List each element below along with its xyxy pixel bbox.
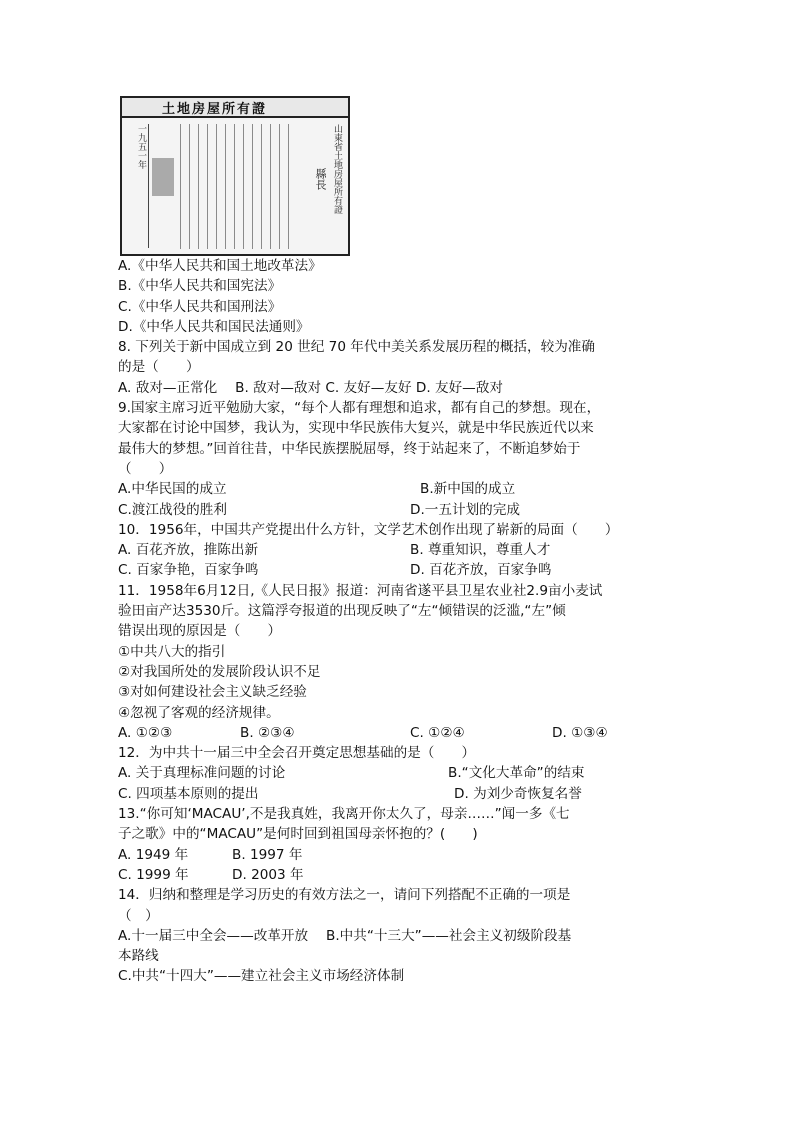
certificate-title-text: 土地房屋所有證 [162, 101, 268, 117]
q8-stem-1: 8. 下列关于新中国成立到 20 世纪 70 年代中美关系发展历程的概括，较为准确 [118, 339, 595, 356]
q9-stem-1: 9.国家主席习近平勉励大家，“每个人都有理想和追求，都有自己的梦想。现在， [118, 400, 601, 417]
q14-stem-2: （ ） [118, 907, 159, 924]
question-14 [118, 885, 678, 986]
question-13 [118, 804, 678, 885]
q11-options [118, 723, 678, 743]
q14-option-ab: A.十一届三中全会——改革开放 B.中共“十三大”——社会主义初级阶段基 [118, 927, 572, 944]
q11-item-1: ①中共八大的指引 [118, 643, 226, 660]
q13-option-b: B. 1997 年 [232, 846, 303, 863]
q10-option-c: C. 百家争艳，百家争鸣 [118, 562, 259, 579]
q7-option-a: A.《中华人民共和国土地改革法》 [118, 258, 322, 274]
q7-option-c: C.《中华人民共和国刑法》 [118, 298, 282, 315]
q11-stem-3: 错误出现的原因是（ ） [118, 623, 282, 640]
certificate-title [122, 98, 348, 118]
q13-option-a: A. 1949 年 [118, 846, 189, 863]
q7-option-d: D.《中华人民共和国民法通则》 [118, 318, 310, 335]
q12-option-c: C. 四项基本原则的提出 [118, 785, 259, 802]
q10-option-d: D. 百花齐放，百家争鸣 [410, 562, 552, 579]
q13-stem-1: 13.“你可知‘MACAU’,不是我真姓，我离开你太久了，母亲……”闻一多《七 [118, 806, 570, 823]
exam-page [118, 96, 678, 987]
q9-options-row-2 [118, 500, 678, 520]
q11-item-3: ③对如何建设社会主义缺乏经验 [118, 684, 307, 701]
q11-stem-1: 11．1958年6月12日,《人民日报》报道：河南省遂平县卫星农业社2.9亩小麦试 [118, 582, 603, 599]
q12-option-b: B.“文化大革命”的结束 [448, 765, 585, 782]
certificate-signature: 縣長 [314, 168, 327, 190]
q13-stem-2: 子之歌》中的“MACAU”是何时回到祖国母亲怀抱的？( ) [118, 826, 478, 843]
q12-stem: 12．为中共十一届三中全会召开奠定思想基础的是（ ） [118, 745, 476, 762]
q10-options-row-1 [118, 540, 678, 560]
q11-item-2: ②对我国所处的发展阶段认识不足 [118, 663, 321, 680]
q9-options-row-1 [118, 479, 678, 499]
q13-option-c: C. 1999 年 [118, 866, 189, 883]
q9-option-d: D.一五计划的完成 [410, 501, 520, 518]
q9-stem-3: 最伟大的梦想。”回首往昔，中华民族摆脱屈辱，终于站起来了，不断追梦始于 [118, 440, 581, 457]
q12-option-d: D. 为刘少奇恢复名誉 [454, 785, 582, 802]
q10-options-row-2 [118, 560, 678, 580]
q12-options-row-2 [118, 784, 678, 804]
q9-stem-2: 大家都在讨论中国梦，我认为，实现中华民族伟大复兴，就是中华民族近代以来 [118, 420, 594, 437]
question-11 [118, 581, 678, 743]
q10-option-a: A. 百花齐放，推陈出新 [118, 542, 259, 559]
certificate-stamp [152, 158, 174, 196]
q14-stem-1: 14．归纳和整理是学习历史的有效方法之一，请问下列搭配不正确的一项是 [118, 887, 571, 904]
certificate-left-text: 一九五一年 [126, 124, 149, 248]
q9-option-c: C.渡江战役的胜利 [118, 501, 227, 518]
q10-option-b: B. 尊重知识，尊重人才 [410, 542, 551, 559]
q11-stem-2: 验田亩产达3530斤。这篇浮夸报道的出现反映了“左“倾错误的泛滥,“左”倾 [118, 603, 566, 620]
q8-options: A. 敌对—正常化 B. 敌对—敌对 C. 友好—友好 D. 友好—敌对 [118, 379, 503, 396]
q12-options-row-1 [118, 763, 678, 783]
q14-option-b-cont: 本路线 [118, 948, 159, 965]
q11-option-d: D. ①③④ [552, 724, 608, 741]
q12-option-a: A. 关于真理标准问题的讨论 [118, 765, 286, 782]
q11-option-a: A. ①②③ [118, 724, 173, 741]
q13-options-row-2 [118, 865, 678, 885]
question-8 [118, 337, 678, 398]
question-7-options [118, 256, 678, 337]
q11-option-b: B. ②③④ [240, 724, 295, 741]
land-certificate-image [120, 96, 350, 256]
q13-options-row-1 [118, 845, 678, 865]
q9-option-a: A.中华民国的成立 [118, 481, 227, 498]
question-9 [118, 398, 678, 520]
q9-option-b: B.新中国的成立 [420, 481, 516, 498]
question-12 [118, 743, 678, 804]
q7-option-b: B.《中华人民共和国宪法》 [118, 278, 282, 295]
question-10 [118, 520, 678, 581]
q11-item-4: ④忽视了客观的经济规律。 [118, 704, 280, 721]
certificate-side-text: 山東省土地房屋所有證 [332, 124, 342, 214]
q10-stem: 10．1956年，中国共产党提出什么方针，文学艺术创作出现了崭新的局面（ ） [118, 521, 619, 538]
q14-option-c: C.中共“十四大”——建立社会主义市场经济体制 [118, 968, 405, 985]
q11-option-c: C. ①②④ [410, 724, 465, 741]
certificate-columns [180, 124, 290, 249]
q8-stem-2: 的是（ ） [118, 359, 200, 376]
q9-stem-4: （ ） [118, 460, 173, 477]
q13-option-d: D. 2003 年 [232, 866, 304, 883]
